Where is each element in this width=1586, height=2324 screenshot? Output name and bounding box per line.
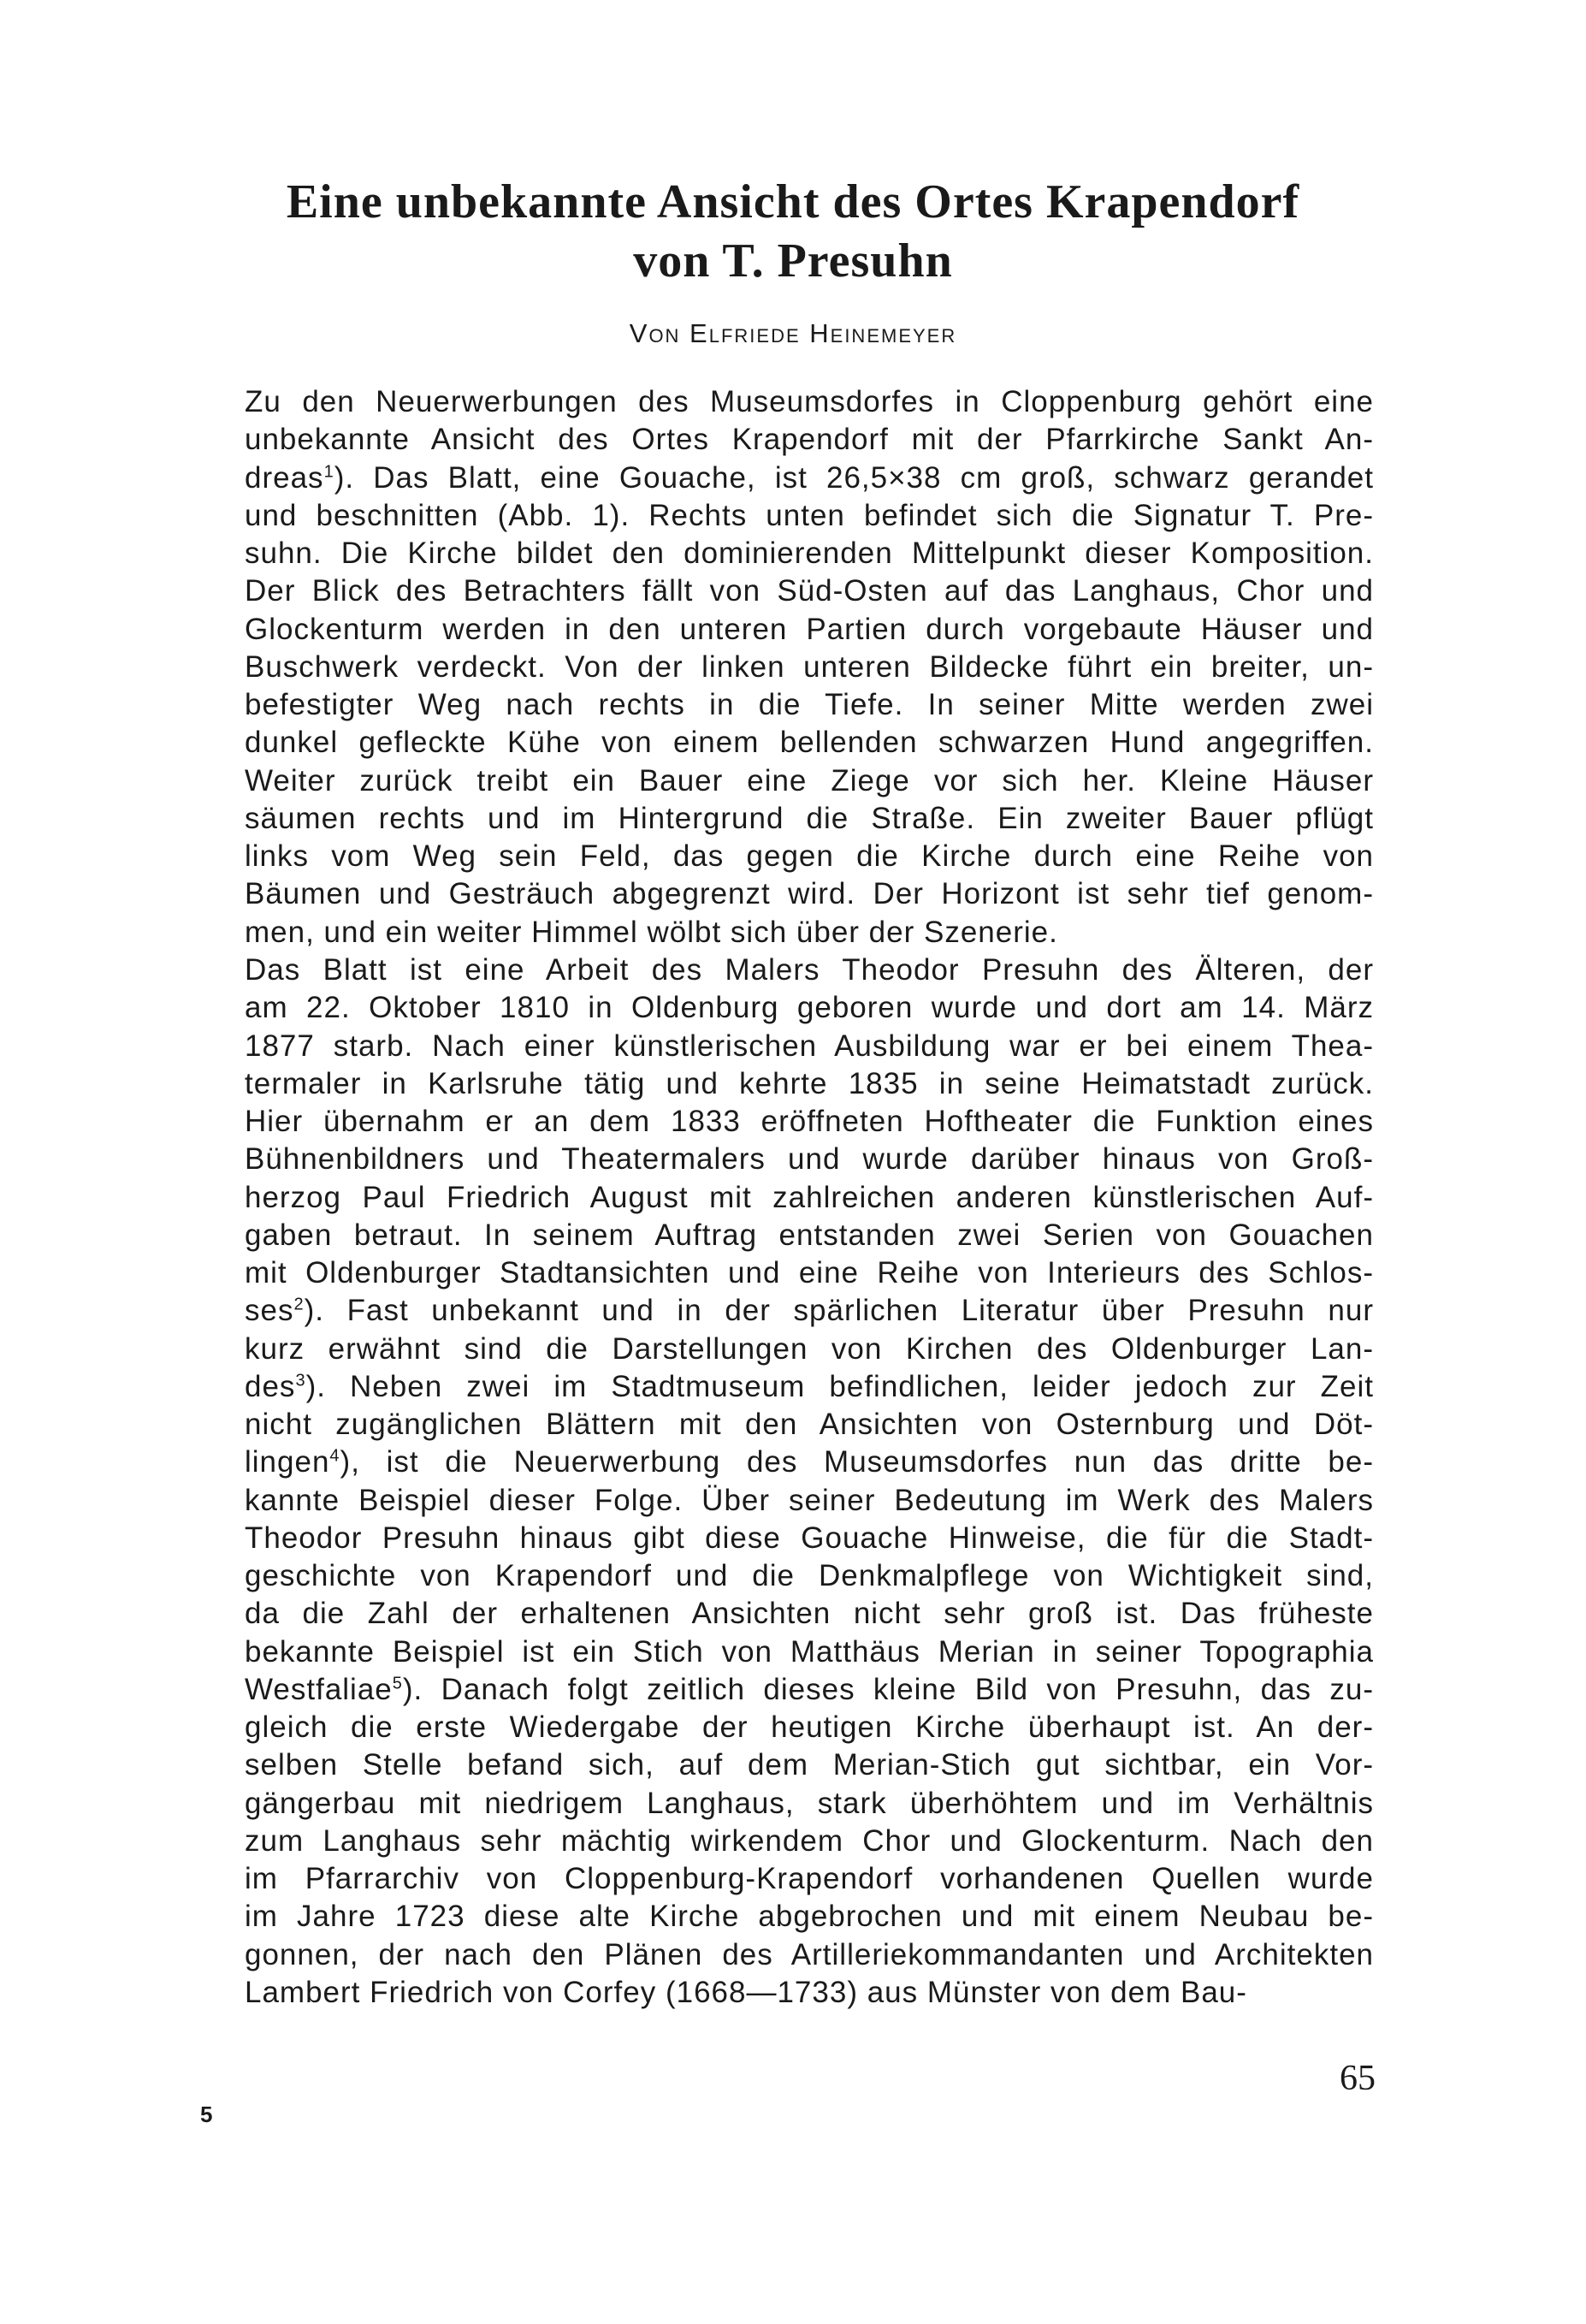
line-text: gonnen, der nach den Plänen des Artilleriekommandanten und Architekten [245,1937,1374,1971]
line-text: men, und ein weiter Himmel wölbt sich über der Szenerie. [245,915,1058,949]
text-line [245,1633,1374,1671]
text-line [245,1520,1374,1557]
line-text: kurz erwähnt sind die Darstellungen von Kirchen des Oldenburger Lan- [245,1331,1374,1366]
text-line [245,1671,1374,1709]
line-text: im Jahre 1723 diese alte Kirche abgebrochen und mit einem Neubau be- [245,1900,1374,1934]
line-text: 1877 starb. Nach einer künstlerischen Ausbildung war er bei einem Thea- [245,1029,1374,1063]
text-line [245,1746,1374,1784]
text-line [245,1557,1374,1595]
line-text: dunkel gefleckte Kühe von einem bellenden schwarzen Hund angegriffen. [245,726,1374,760]
text-line [245,535,1374,572]
text-line [245,1141,1374,1178]
line-text: ses [245,1294,294,1328]
text-line [245,952,1374,989]
line-text-continued: ). Fast unbekannt und in der spärlichen Literatur über Presuhn nur [304,1294,1374,1328]
text-line [245,572,1374,610]
text-line [245,838,1374,875]
text-line [245,649,1374,686]
line-text: befestigter Weg nach rechts in die Tiefe. In seiner Mitte werden zwei [245,688,1374,721]
line-text: Buschwerk verdeckt. Von der linken unteren Bildecke führt ein breiter, un- [245,649,1374,684]
text-line [245,875,1374,913]
line-text: im Pfarrarchiv von Cloppenburg-Krapendorf vorhandenen Quellen wurde [245,1862,1374,1895]
line-text: kannte Beispiel dieser Folge. Über seiner Bedeutung im Werk des Malers [245,1483,1374,1517]
line-text-continued: ). Neben zwei im Stadtmuseum befindlichen, leider jedoch zur Zeit [305,1369,1374,1403]
text-line [245,1217,1374,1254]
text-line [245,1595,1374,1633]
line-text: zum Langhaus sehr mächtig wirkendem Chor und Glockenturm. Nach den [245,1823,1374,1858]
text-line [245,686,1374,724]
footnote-marker[interactable]: 4 [329,1446,340,1466]
text-line [245,1709,1374,1746]
line-text: Bühnenbildners und Theatermalers und wurde darüber hinaus von Groß- [245,1142,1374,1177]
line-text: gleich die erste Wiedergabe der heutigen Kirche überhaupt ist. An der- [245,1710,1374,1744]
line-text: säumen rechts und im Hintergrund die Straße. Ein zweiter Bauer pflügt [245,801,1374,835]
line-text: unbekannte Ansicht des Ortes Krapendorf mit der Pfarrkirche Sankt An- [245,423,1374,457]
text-line [245,1482,1374,1520]
footnote-marker[interactable]: 1 [323,461,334,481]
text-line [245,800,1374,838]
line-text-continued: ). Danach folgt zeitlich dieses kleine Bild von Presuhn, das zu- [402,1672,1374,1706]
line-text: nicht zugänglichen Blättern mit den Ansichten von Osternburg und Döt- [245,1408,1374,1441]
line-text: Hier übernahm er an dem 1833 eröffneten Hoftheater die Funktion eines [245,1105,1374,1138]
line-text: Weiter zurück treibt ein Bauer eine Ziege vor sich her. Kleine Häuser [245,763,1374,797]
line-text: am 22. Oktober 1810 in Oldenburg geboren wurde und dort am 14. März [245,991,1374,1025]
line-text: Lambert Friedrich von Corfey (1668—1733) aus Münster von dem Bau- [245,1975,1247,2009]
line-text: Der Blick des Betrachters fällt von Süd-Osten auf das Langhaus, Chor und [245,574,1374,608]
line-text-continued: ). Das Blatt, eine Gouache, ist 26,5×38 cm groß, schwarz gerandet [334,460,1374,495]
text-line [245,1936,1374,1974]
line-text: gaben betraut. In seinem Auftrag entstanden zwei Serien von Gouachen [245,1218,1374,1252]
footnote-marker[interactable]: 3 [295,1371,306,1390]
text-line [245,762,1374,800]
text-line [245,724,1374,762]
line-text: links vom Weg sein Feld, das gegen die Kirche durch eine Reihe von [245,839,1374,873]
line-text-continued: ), ist die Neuerwerbung des Museumsdorfes nun das dritte be- [340,1445,1374,1479]
line-text: herzog Paul Friedrich August mit zahlreichen anderen künstlerischen Auf- [245,1180,1374,1214]
text-line [245,1065,1374,1103]
paragraph-2 [245,952,1374,2012]
text-line [245,989,1374,1027]
footnote-marker[interactable]: 2 [293,1295,305,1314]
page-number: 65 [1340,2059,1376,2098]
line-text: termaler in Karlsruhe tätig und kehrte 1835 in seine Heimatstadt zurück. [245,1066,1374,1100]
line-text: da die Zahl der erhaltenen Ansichten nicht sehr groß ist. Das früheste [245,1597,1374,1631]
line-text: des [245,1369,296,1403]
line-text: selben Stelle befand sich, auf dem Merian-Stich gut sichtbar, ein Vor- [245,1748,1374,1782]
text-line [245,1406,1374,1444]
line-text: Westfaliae [245,1672,393,1706]
line-text: gängerbau mit niedrigem Langhaus, stark überhöhtem und im Verhältnis [245,1786,1374,1820]
line-text: Bäumen und Gesträuch abgegrenzt wird. Der Horizont ist sehr tief genom- [245,877,1374,911]
line-text: bekannte Beispiel ist ein Stich von Matthäus Merian in seiner Topographia [245,1634,1374,1669]
line-text: Zu den Neuerwerbungen des Museumsdorfes in Cloppenburg gehört eine [245,385,1374,418]
text-line [245,459,1374,497]
text-line [245,1103,1374,1141]
author-byline: Von Elfriede Heinemeyer [629,318,957,348]
line-text: lingen [245,1445,330,1479]
printer-signature: 5 [200,2102,213,2127]
text-line [245,1254,1374,1292]
text-line [245,1898,1374,1936]
line-text: mit Oldenburger Stadtansichten und eine Reihe von Interieurs des Schlos- [245,1256,1374,1289]
line-text: dreas [245,460,324,495]
text-line [245,914,1374,952]
line-text: und beschnitten (Abb. 1). Rechts unten befindet sich die Signatur T. Pre- [245,498,1374,532]
text-line [245,1974,1374,2012]
text-line [245,1028,1374,1065]
line-text: geschichte von Krapendorf und die Denkmalpflege von Wichtigkeit sind, [245,1559,1374,1592]
footnote-marker[interactable]: 5 [392,1674,403,1693]
text-line [245,1331,1374,1368]
article-title-line-1: Eine unbekannte Ansicht des Ortes Krapendorf [286,175,1300,228]
line-text: Das Blatt ist eine Arbeit des Malers Theodor Presuhn des Älteren, der [245,953,1374,987]
article-title-line-2: von T. Presuhn [633,234,953,288]
text-line [245,1368,1374,1406]
text-line [245,1292,1374,1330]
text-line [245,1179,1374,1217]
text-line [245,497,1374,535]
line-text: Theodor Presuhn hinaus gibt diese Gouache Hinweise, die für die Stadt- [245,1521,1374,1555]
text-line [245,1860,1374,1898]
line-text: suhn. Die Kirche bildet den dominierenden Mittelpunkt dieser Komposition. [245,537,1374,570]
text-line [245,1444,1374,1481]
text-line [245,1785,1374,1823]
line-text: Glockenturm werden in den unteren Partien durch vorgebaute Häuser und [245,612,1374,646]
text-line [245,421,1374,459]
text-line [245,1823,1374,1860]
text-line [245,611,1374,649]
text-line [245,383,1374,421]
paragraph-1 [245,383,1374,952]
